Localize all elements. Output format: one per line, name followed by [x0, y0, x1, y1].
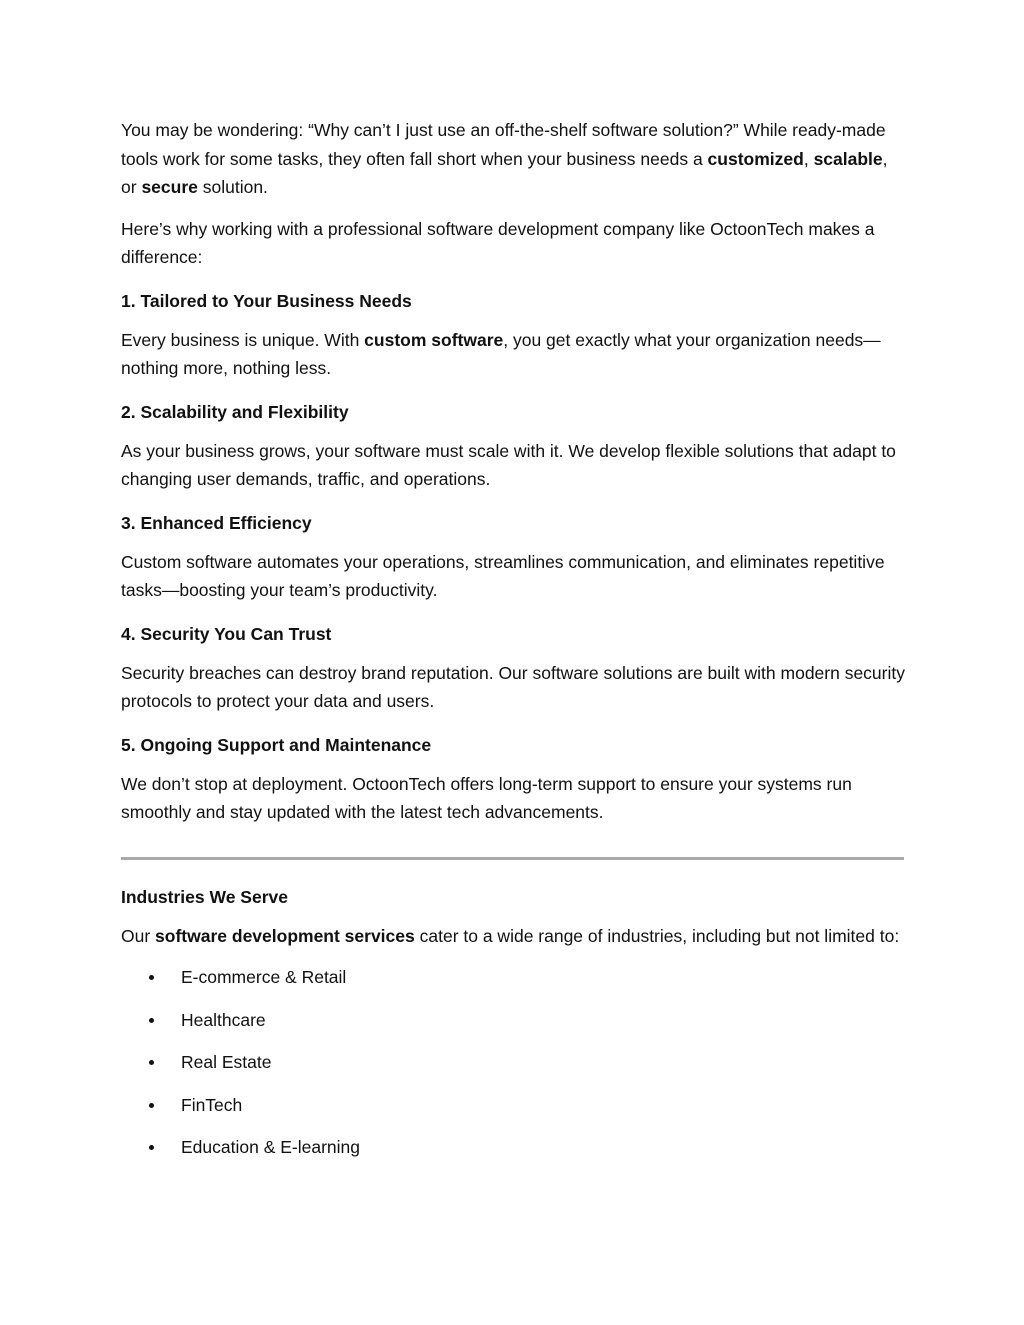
- section-text-part: , you get exactly what your organization needs—nothing more, nothing less.: [121, 329, 881, 378]
- intro-paragraph-2: Here’s why working with a professional software development company like OctoonTech makes a difference:: [121, 218, 875, 267]
- list-item: [121, 1006, 906, 1034]
- industries-text-part: Our: [121, 925, 156, 946]
- section-text: [121, 326, 906, 383]
- section-heading: 3. Enhanced Efficiency: [121, 512, 312, 533]
- intro-text: , or: [121, 148, 888, 197]
- list-item-label: Real Estate: [181, 1052, 272, 1072]
- bullet-icon: [149, 1145, 154, 1150]
- list-item-label: Healthcare: [181, 1009, 266, 1030]
- emphasis-scalable: scalable: [813, 148, 883, 169]
- bullet-icon: [149, 1018, 154, 1023]
- section-heading: 4. Security You Can Trust: [121, 623, 332, 644]
- bullet-icon: [149, 975, 154, 980]
- bullet-icon: [149, 1060, 154, 1065]
- section-text: We don’t stop at deployment. OctoonTech offers long-term support to ensure your systems run smoothly and stay updated with the latest tech advancements.: [121, 773, 852, 822]
- emphasis-custom-software: custom software: [364, 329, 504, 350]
- section-divider: [121, 857, 904, 860]
- section-text: Custom software automates your operations, streamlines communication, and eliminates repetitive tasks—boosting your team’s productivity.: [121, 551, 885, 600]
- section-text-part: Every business is unique. With: [121, 329, 365, 350]
- emphasis-customized: customized: [707, 148, 804, 169]
- intro-text: solution.: [197, 177, 268, 197]
- list-item: [121, 963, 906, 991]
- emphasis-secure: secure: [141, 177, 198, 197]
- list-item: [121, 1091, 906, 1119]
- document-page: [121, 116, 906, 1176]
- industries-heading: Industries We Serve: [121, 886, 288, 907]
- list-item-label: FinTech: [181, 1094, 243, 1115]
- list-item: [121, 1133, 906, 1161]
- intro-text: You may be wondering: “Why can’t I just use an off-the-shelf software solution?” While ready-made tools work for some tasks, they often fall short when your business needs a: [121, 120, 886, 169]
- intro-text: ,: [803, 148, 814, 169]
- list-item-label: Education & E-learning: [181, 1137, 360, 1157]
- intro-paragraph: [121, 116, 906, 202]
- emphasis-software-development-services: software development services: [155, 925, 415, 946]
- industries-intro: [121, 922, 906, 951]
- bullet-icon: [149, 1103, 154, 1108]
- section-text: As your business grows, your software must scale with it. We develop flexible solutions that adapt to changing user demands, traffic, and operations.: [121, 440, 896, 489]
- section-heading: 1. Tailored to Your Business Needs: [121, 290, 412, 311]
- section-heading: 5. Ongoing Support and Maintenance: [121, 734, 432, 755]
- list-item: [121, 1048, 906, 1076]
- industries-list: [121, 963, 906, 1161]
- section-text: Security breaches can destroy brand reputation. Our software solutions are built with modern security protocols to protect your data and users.: [121, 662, 905, 711]
- list-item-label: E-commerce & Retail: [181, 967, 347, 987]
- industries-text-part: cater to a wide range of industries, including but not limited to:: [414, 925, 900, 946]
- section-heading: 2. Scalability and Flexibility: [121, 401, 349, 422]
